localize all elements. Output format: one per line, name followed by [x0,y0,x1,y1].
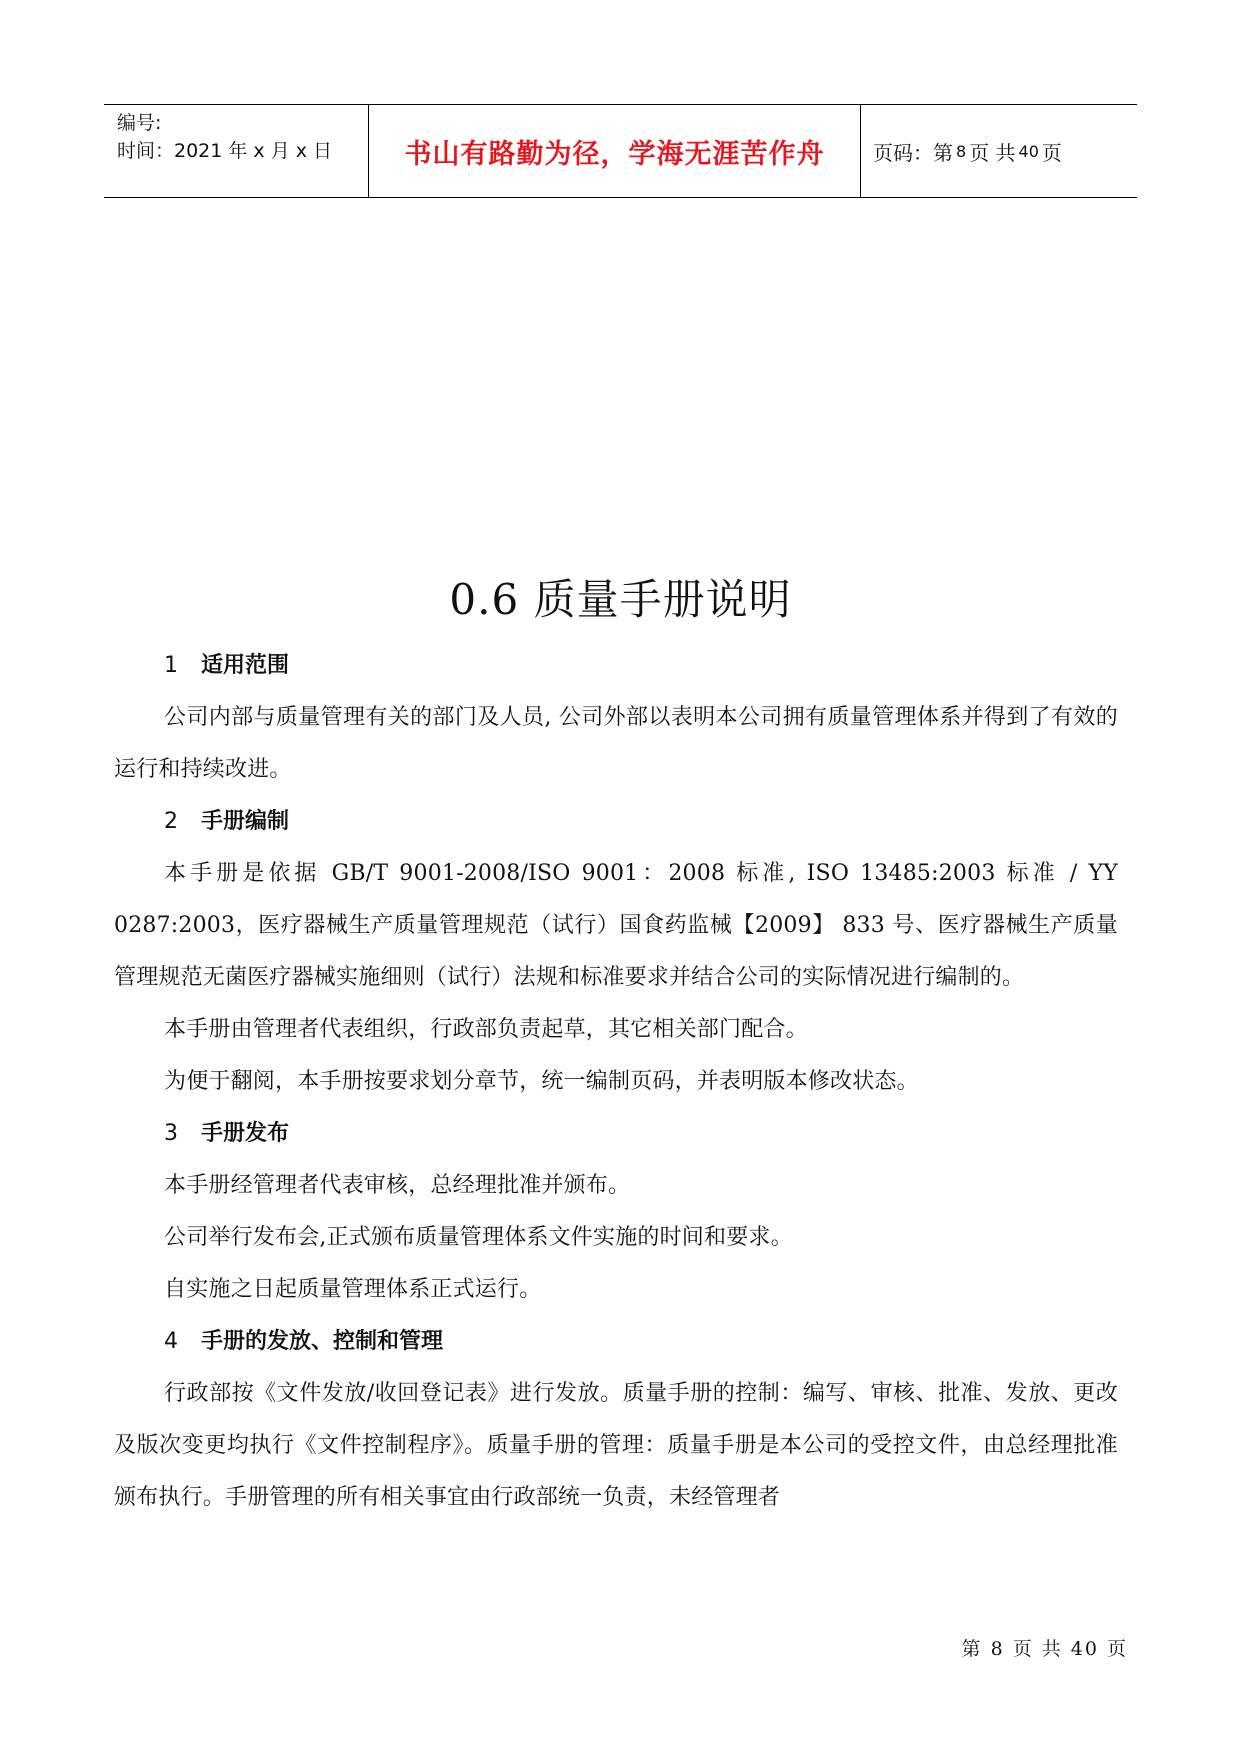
paragraph: 本手册是依据 GB/T 9001-2008/ISO 9001：2008 标准, ISO 13485:2003 标准 / YY 0287:2003，医疗器械生产质量管理规范（试行）国食药监械【2009】 833 号、医疗器械生产质量管理规范无菌医疗器械实施细则（试行）法规和标准要求并结合公司的实际情况进行编制的。 [114,861,1118,990]
document-body [114,640,1118,1524]
code-label: 编号: [117,112,162,134]
page-label-prefix: 页码：第 [873,140,953,165]
paragraph: 为便于翻阅，本手册按要求划分章节，统一编制页码，并表明版本修改状态。 [164,1069,919,1094]
page-footer: 第 8 页 共 40 页 [961,1638,1128,1660]
header-page-cell [861,105,1137,197]
section-heading [114,640,1118,692]
paragraph: 行政部按《文件发放/收回登记表》进行发放。质量手册的控制：编写、审核、批准、发放、更改及版次变更均执行《文件控制程序》。质量手册的管理：质量手册是本公司的受控文件，由总经理批准颁布执行。手册管理的所有相关事宜由行政部统一负责，未经管理者 [114,1381,1118,1510]
section-heading [114,1108,1118,1160]
section-number: 2 [164,809,178,834]
page-label-suffix: 页 [1041,140,1062,165]
section-number: 4 [164,1329,178,1354]
document-header [104,104,1137,198]
section-title: 适用范围 [201,653,290,678]
paragraph: 公司内部与质量管理有关的部门及人员, 公司外部以表明本公司拥有质量管理体系并得到了有效的运行和持续改进。 [114,705,1118,782]
section-title: 手册发布 [201,1121,290,1146]
document-title: 0.6 质量手册说明 [449,575,792,624]
paragraph: 本手册经管理者代表审核，总经理批准并颁布。 [164,1173,631,1198]
header-motto-cell [369,105,861,197]
time-label: 时间：2021 年 x 月 x 日 [117,140,333,162]
header-meta-cell [104,105,369,197]
section-title: 手册的发放、控制和管理 [201,1329,444,1354]
paragraph: 本手册由管理者代表组织，行政部负责起草，其它相关部门配合。 [164,1017,808,1042]
page-current: 8 [956,141,967,161]
header-motto: 书山有路勤为径，学海无涯苦作舟 [404,138,825,170]
section-number: 3 [164,1121,178,1146]
paragraph: 自实施之日起质量管理体系正式运行。 [164,1277,542,1302]
section-title: 手册编制 [201,809,290,834]
section-number: 1 [164,653,178,678]
page-total: 40 [1018,141,1039,161]
paragraph: 公司举行发布会,正式颁布质量管理体系文件实施的时间和要求。 [164,1225,793,1250]
section-heading [114,796,1118,848]
section-heading [114,1316,1118,1368]
page-label-mid: 页 共 [969,140,1016,165]
